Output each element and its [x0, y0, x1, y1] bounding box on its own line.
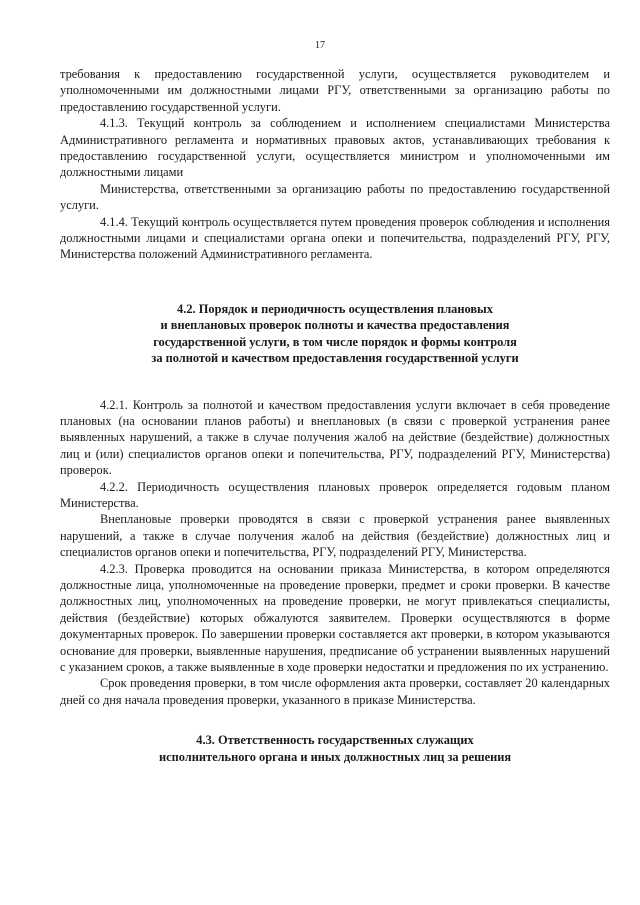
page-number: 17 [315, 40, 325, 51]
paragraph: Внеплановые проверки проводятся в связи с проверкой устранения ранее выявленных нарушений, а также в случае получения жалоб на действия (бездействие) должностных лиц и специалистов органов опеки и попечительства, РГУ, подразделений РГУ, Министерства. [60, 512, 610, 560]
section-heading [60, 732, 610, 765]
paragraph: 4.2.1. Контроль за полнотой и качеством предоставления услуги включает в себя проведение плановых (на основании планов работы) и внеплановых (в связи с проверкой устранения ранее выявленных нарушений, а также в случае получения жалоб на действие (бездействие) должностных лиц и (или) специалистов органов опеки и попечительства, РГУ, подразделений РГУ, Министерства) проверок. [60, 397, 610, 478]
paragraph: 4.1.3. Текущий контроль за соблюдением и исполнением специалистами Министерства Административного регламента и нормативных правовых актов, устанавливающих требования к предоставлению государственной услуги, осуществляется министром и уполномоченными им должностными лицами [60, 116, 610, 180]
section-heading-line: за полнотой и качеством предоставления государственной услуги [151, 351, 519, 366]
section-heading-line: 4.2. Порядок и периодичность осуществления плановых [177, 301, 493, 316]
section-heading-line: и внеплановых проверок полноты и качества предоставления [160, 318, 510, 333]
section-heading-line: исполнительного органа и иных должностных лиц за решения [158, 749, 512, 764]
paragraph: Министерства, ответственными за организацию работы по предоставлению государственной услуги. [60, 181, 610, 213]
paragraph: 4.1.4. Текущий контроль осуществляется путем проведения проверок соблюдения и исполнения должностными лицами и специалистами органа опеки и попечительства, подразделений РГУ, РГУ, Министерства положений Административного регламента. [60, 214, 610, 262]
section-heading-line: государственной услуги, в том числе порядок и формы контроля [153, 334, 517, 349]
paragraph: 4.2.3. Проверка проводится на основании приказа Министерства, в котором определяются должностные лица, уполномоченные на проведение проверки, предмет и сроки проверки. В качестве должностных лиц, уполномоченных на проведение проверки, не могут привлекаться специалисты, действия (бездействие) которых обжалуются заявителем. Проверки осуществляются в форме документарных проверок. По завершении проверки составляется акт проверки, в котором указываются основание для проверки, выявленные нарушения, предписание об устранении выявленных нарушений с указанием сроков, а также выявленные в ходе проверки недостатки и предложения по их устранению. [60, 561, 610, 674]
paragraph: 4.2.2. Периодичность осуществления плановых проверок определяется годовым планом Министерства. [60, 479, 610, 510]
section-heading-line: 4.3. Ответственность государственных служащих [196, 733, 474, 748]
document-body [60, 66, 610, 765]
paragraph: Срок проведения проверки, в том числе оформления акта проверки, составляет 20 календарных дней со дня начала проведения проверки, указанного в приказе Министерства. [60, 676, 610, 707]
section-heading [60, 301, 610, 367]
paragraph: требования к предоставлению государственной услуги, осуществляется руководителем и уполномоченными им должностными лицами РГУ, ответственными за организацию работы по предоставлению государственной услуги. [60, 67, 610, 114]
